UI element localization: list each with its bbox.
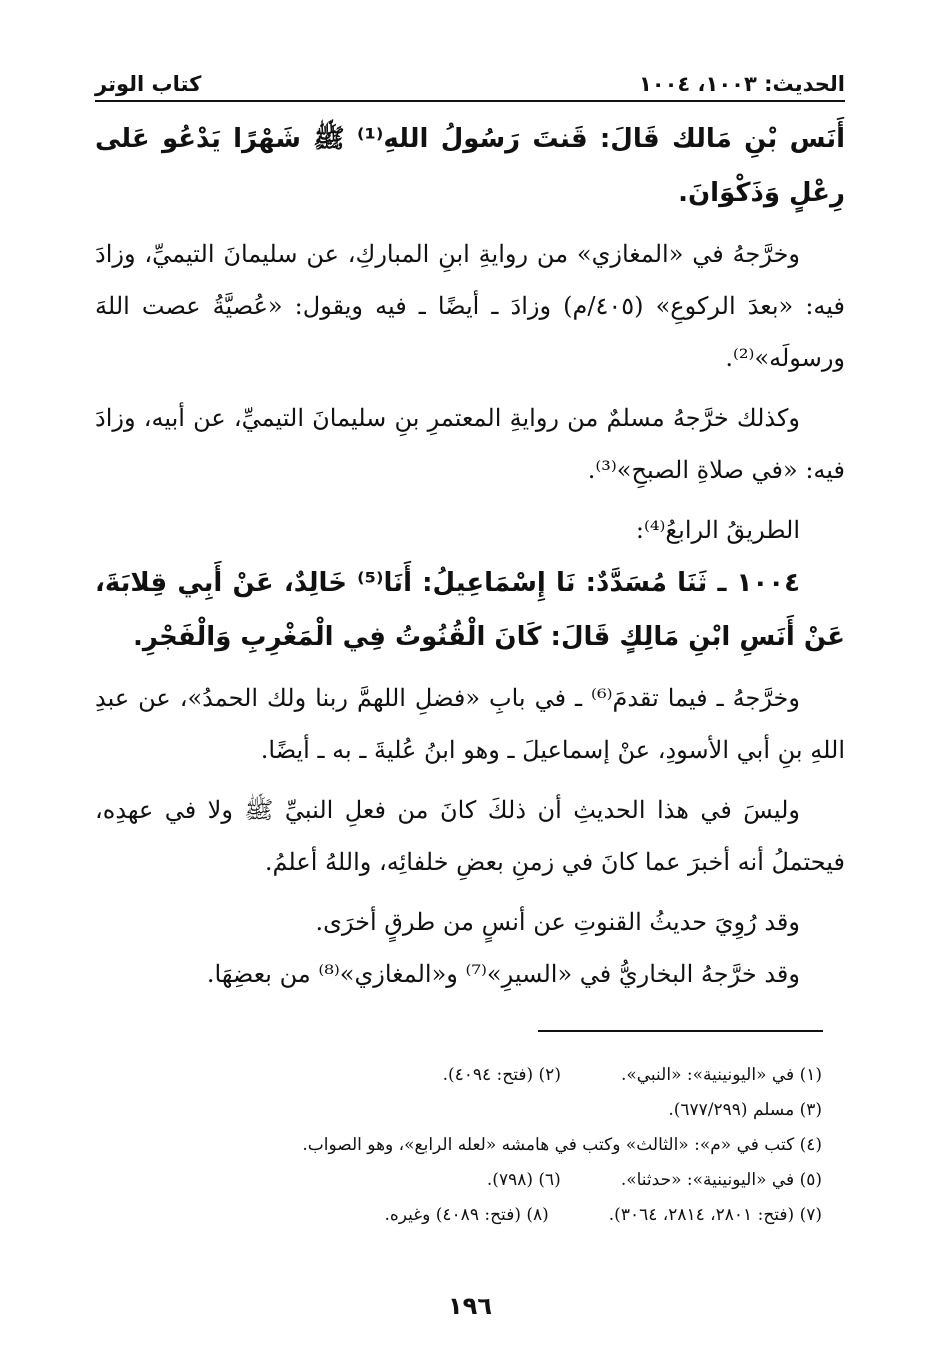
- footnote: (٤) كتب في «م»: «الثالث» وكتب في هامشه «لعله الرابع»، وهو الصواب.: [302, 1135, 822, 1155]
- hadith-text: أَنَس بْنِ مَالك قَالَ: قَنتَ رَسُولُ اللهِ⁽¹⁾ ﷺ شَهْرًا يَدْعُو عَلى رِعْلٍ وَذَكْوَانَ.: [95, 124, 845, 208]
- main-text: [95, 112, 845, 1000]
- footnote-line: [120, 1093, 822, 1128]
- running-header: [95, 58, 845, 102]
- footnote-line: [120, 1058, 822, 1093]
- footnote-line: [120, 1128, 822, 1163]
- commentary-paragraph: وقد رُوِيَ حديثُ القنوتِ عن أنسٍ من طرقٍ أخرَى.: [315, 908, 800, 936]
- footnote: (١) في «اليونينية»: «النبي».: [620, 1065, 822, 1085]
- footnote: (٦) (٧٩٨).: [486, 1170, 561, 1190]
- header-hadith-numbers: الحديث: ١٠٠٣، ١٠٠٤: [638, 72, 845, 96]
- commentary-paragraph: وكذلك خرَّجهُ مسلمٌ من روايةِ المعتمرِ بنِ سليمانَ التيميِّ، عن أبيه، وزادَ فيه: «في صلاةِ الصبحِ»⁽³⁾.: [95, 404, 845, 484]
- footnote-separator: [538, 1030, 823, 1032]
- footnote: (٨) (فتح: ٤٠٨٩) وغيره.: [384, 1205, 549, 1225]
- footnotes: [120, 1058, 822, 1233]
- footnote: (٥) في «اليونينية»: «حدثنا».: [620, 1170, 822, 1190]
- footnote: (٧) (فتح: ٢٨٠١، ٢٨١٤، ٣٠٦٤).: [608, 1205, 822, 1225]
- footnote: (٢) (فتح: ٤٠٩٤).: [442, 1065, 561, 1085]
- commentary-paragraph: وليسَ في هذا الحديثِ أن ذلكَ كانَ من فعلِ النبيِّ ﷺ ولا في عهدِه، فيحتملُ أنه أخبرَ عما كانَ في زمنِ بعضِ خلفائِه، واللهُ أعلمُ.: [95, 796, 845, 876]
- section-heading: الطريقُ الرابعُ⁽⁴⁾:: [635, 516, 800, 544]
- page-number: ١٩٦: [448, 1292, 492, 1320]
- footnote-line: [120, 1163, 822, 1198]
- commentary-paragraph: وخرَّجهُ ـ فيما تقدمَ⁽⁶⁾ ـ في بابِ «فضلِ اللهمَّ ربنا ولك الحمدُ»، عن عبدِ اللهِ بنِ أبي الأسودِ، عنْ إسماعيلَ ـ وهو ابنُ عُليةَ ـ به ـ أيضًا.: [95, 684, 845, 764]
- footnote: (٣) مسلم (٦٧٧/٢٩٩).: [668, 1100, 822, 1120]
- commentary-paragraph: وقد خرَّجهُ البخاريُّ في «السيرِ»⁽⁷⁾ و«المغازي»⁽⁸⁾ من بعضِهَا.: [206, 960, 800, 988]
- header-book-title: كتاب الوتر: [95, 72, 202, 96]
- hadith-text: ١٠٠٤ ـ ثَنَا مُسَدَّدٌ: نَا إِسْمَاعِيلُ: أَنَا⁽⁵⁾ خَالِدٌ، عَنْ أَبِي قِلابَةَ، عَنْ أَنَسِ ابْنِ مَالِكٍ قَالَ: كَانَ الْقُنُوتُ فِي الْمَغْرِبِ وَالْفَجْرِ.: [95, 568, 845, 652]
- commentary-paragraph: وخرَّجهُ في «المغازي» من روايةِ ابنِ المباركِ، عن سليمانَ التيميِّ، وزادَ فيه: «بعدَ الركوعِ» (٤٠٥/م) وزادَ ـ أيضًا ـ فيه ويقول: «عُصيَّةُ عصت اللهَ ورسولَه»⁽²⁾.: [95, 240, 845, 372]
- footnote-line: [120, 1198, 822, 1233]
